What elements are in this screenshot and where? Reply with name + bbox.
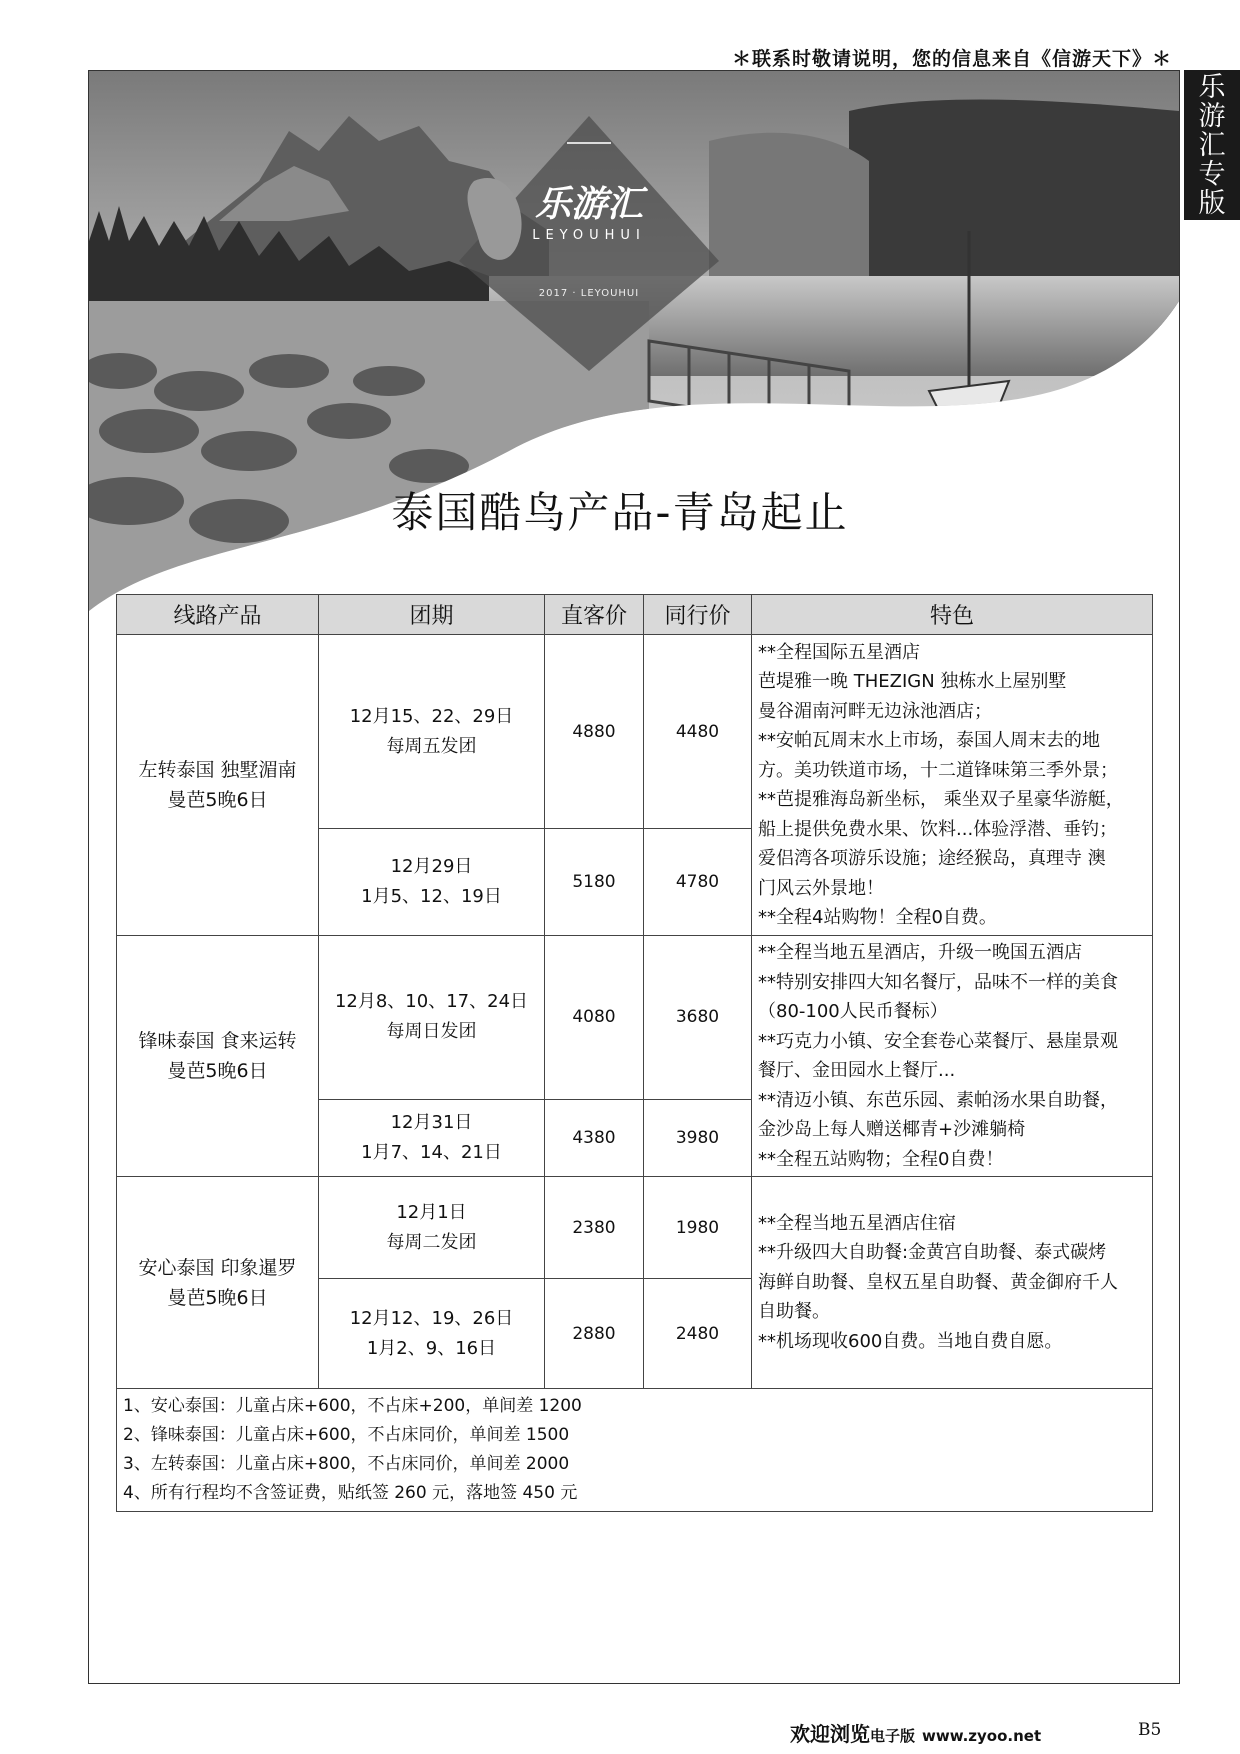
- route-title: 安心泰国 印象暹罗: [138, 1256, 297, 1279]
- footer: [790, 1718, 1041, 1747]
- feature-line: 海鲜自助餐、皇权五星自助餐、黄金御府千人: [758, 1271, 1118, 1293]
- direct-price: 4880: [545, 635, 644, 829]
- feature-line: 方。美功铁道市场，十二道锋味第三季外景；: [758, 759, 1118, 781]
- departure-dates: [319, 1177, 545, 1279]
- route-name: [117, 1177, 319, 1389]
- trade-price: 3680: [644, 936, 752, 1100]
- date-line: 每周五发团: [386, 735, 477, 757]
- trade-price: 2480: [644, 1279, 752, 1389]
- departure-dates: [319, 1099, 545, 1176]
- direct-price: 2380: [545, 1177, 644, 1279]
- header-features: 特色: [752, 595, 1153, 635]
- date-line: 每周日发团: [386, 1021, 477, 1043]
- route-name: [117, 936, 319, 1177]
- departure-dates: [319, 829, 545, 936]
- footer-welcome: 欢迎浏览: [790, 1722, 870, 1746]
- feature-line: 船上提供免费水果、饮料...体验浮潜、垂钓；: [758, 818, 1118, 840]
- header-direct-price: 直客价: [545, 595, 644, 635]
- features-cell: [752, 1177, 1153, 1389]
- feature-line: **清迈小镇、东芭乐园、素帕汤水果自助餐，: [758, 1089, 1118, 1111]
- table-row: [117, 1177, 1153, 1279]
- side-tab-char: 游: [1198, 100, 1226, 132]
- date-line: 每周二发团: [386, 1231, 477, 1253]
- page-title: 泰国酷鸟产品-青岛起止: [391, 488, 849, 537]
- footer-url[interactable]: www.zyoo.net: [921, 1727, 1042, 1745]
- date-line: 12月12、19、26日: [349, 1307, 514, 1329]
- date-line: 12月31日: [390, 1111, 473, 1133]
- table-row: [117, 635, 1153, 829]
- direct-price: 4380: [545, 1099, 644, 1176]
- feature-line: **巧克力小镇、安全套卷心菜餐厅、悬崖景观: [758, 1030, 1118, 1052]
- header-route: 线路产品: [117, 595, 319, 635]
- date-line: 1月5、12、19日: [361, 886, 502, 907]
- footer-edition: 电子版: [870, 1727, 916, 1745]
- trade-price: 4480: [644, 635, 752, 829]
- top-note: ＊联系时敬请说明，您的信息来自《信游天下》＊: [731, 48, 1172, 70]
- table-row: [117, 936, 1153, 1100]
- product-table: [116, 594, 1153, 1512]
- trade-price: 3980: [644, 1099, 752, 1176]
- route-title: 锋味泰国 食来运转: [138, 1030, 297, 1052]
- route-name: [117, 635, 319, 936]
- route-duration: 曼芭5晚6日: [167, 1060, 268, 1082]
- feature-line: （80-100人民币餐标）: [758, 1001, 948, 1022]
- trade-price: 1980: [644, 1177, 752, 1279]
- direct-price: 5180: [545, 829, 644, 936]
- note-line: 1、安心泰国：儿童占床+600，不占床+200，单间差 1200: [123, 1396, 582, 1416]
- feature-line: **安帕瓦周末水上市场，泰国人周末去的地: [758, 730, 1100, 751]
- feature-line: 自助餐。: [758, 1301, 830, 1323]
- notes-row: [117, 1389, 1153, 1512]
- feature-line: **芭提雅海岛新坐标， 乘坐双子星豪华游艇，: [758, 789, 1124, 810]
- feature-line: **全程五站购物；全程0自费！: [758, 1148, 1004, 1170]
- route-title: 左转泰国 独墅湄南: [138, 759, 297, 781]
- side-tab: [1184, 70, 1240, 220]
- departure-dates: [319, 936, 545, 1100]
- date-line: 12月8、10、17、24日: [334, 991, 529, 1013]
- notes-cell: [117, 1389, 1153, 1512]
- features-cell: [752, 635, 1153, 936]
- feature-line: **机场现收600自费。当地自费自愿。: [758, 1330, 1063, 1352]
- logo-tagline: 2017 · LEYOUHUI: [538, 288, 640, 299]
- feature-line: 曼谷湄南河畔无边泳池酒店；: [758, 700, 992, 722]
- direct-price: 2880: [545, 1279, 644, 1389]
- feature-line: **特别安排四大知名餐厅，品味不一样的美食: [758, 971, 1118, 993]
- feature-line: 爱侣湾各项游乐设施；途经猴岛，真理寺 澳: [758, 848, 1106, 869]
- side-tab-char: 版: [1198, 187, 1226, 219]
- note-line: 2、锋味泰国：儿童占床+600，不占床同价，单间差 1500: [123, 1425, 570, 1445]
- note-line: 4、所有行程均不含签证费，贴纸签 260 元，落地签 450 元: [123, 1483, 578, 1503]
- date-line: 12月1日: [396, 1201, 467, 1223]
- logo-subtext: LEYOUHUI: [532, 228, 646, 243]
- note-line: 3、左转泰国：儿童占床+800，不占床同价，单间差 2000: [123, 1454, 570, 1474]
- feature-line: **全程4站购物！全程0自费。: [758, 907, 997, 928]
- side-tab-char: 乐: [1198, 71, 1226, 103]
- page-number: B5: [1138, 1720, 1162, 1740]
- route-duration: 曼芭5晚6日: [167, 789, 268, 811]
- date-line: 12月15、22、29日: [349, 705, 514, 727]
- side-tab-char: 专: [1198, 158, 1226, 190]
- table-header-row: [117, 595, 1153, 635]
- feature-line: 芭堤雅一晚 THEZIGN 独栋水上屋别墅: [758, 671, 1067, 692]
- direct-price: 4080: [545, 936, 644, 1100]
- departure-dates: [319, 1279, 545, 1389]
- feature-line: **全程当地五星酒店住宿: [758, 1212, 956, 1234]
- feature-line: 金沙岛上每人赠送椰青+沙滩躺椅: [758, 1119, 1026, 1140]
- banner-landscape-image: [89, 71, 1179, 631]
- feature-line: **全程国际五星酒店: [758, 641, 920, 663]
- trade-price: 4780: [644, 829, 752, 936]
- date-line: 1月7、14、21日: [361, 1141, 502, 1163]
- header-dates: 团期: [319, 595, 545, 635]
- header-trade-price: 同行价: [644, 595, 752, 635]
- feature-line: **升级四大自助餐:金黄宫自助餐、泰式碳烤: [758, 1242, 1107, 1264]
- date-line: 12月29日: [390, 856, 473, 877]
- side-tab-char: 汇: [1198, 129, 1226, 161]
- date-line: 1月2、9、16日: [366, 1337, 497, 1359]
- departure-dates: [319, 635, 545, 829]
- feature-line: **全程当地五星酒店，升级一晚国五酒店: [758, 942, 1082, 963]
- feature-line: 餐厅、金田园水上餐厅...: [758, 1060, 956, 1081]
- feature-line: 门风云外景地！: [758, 877, 884, 899]
- features-cell: [752, 936, 1153, 1177]
- route-duration: 曼芭5晚6日: [167, 1286, 268, 1309]
- logo-text: 乐游汇: [534, 184, 644, 225]
